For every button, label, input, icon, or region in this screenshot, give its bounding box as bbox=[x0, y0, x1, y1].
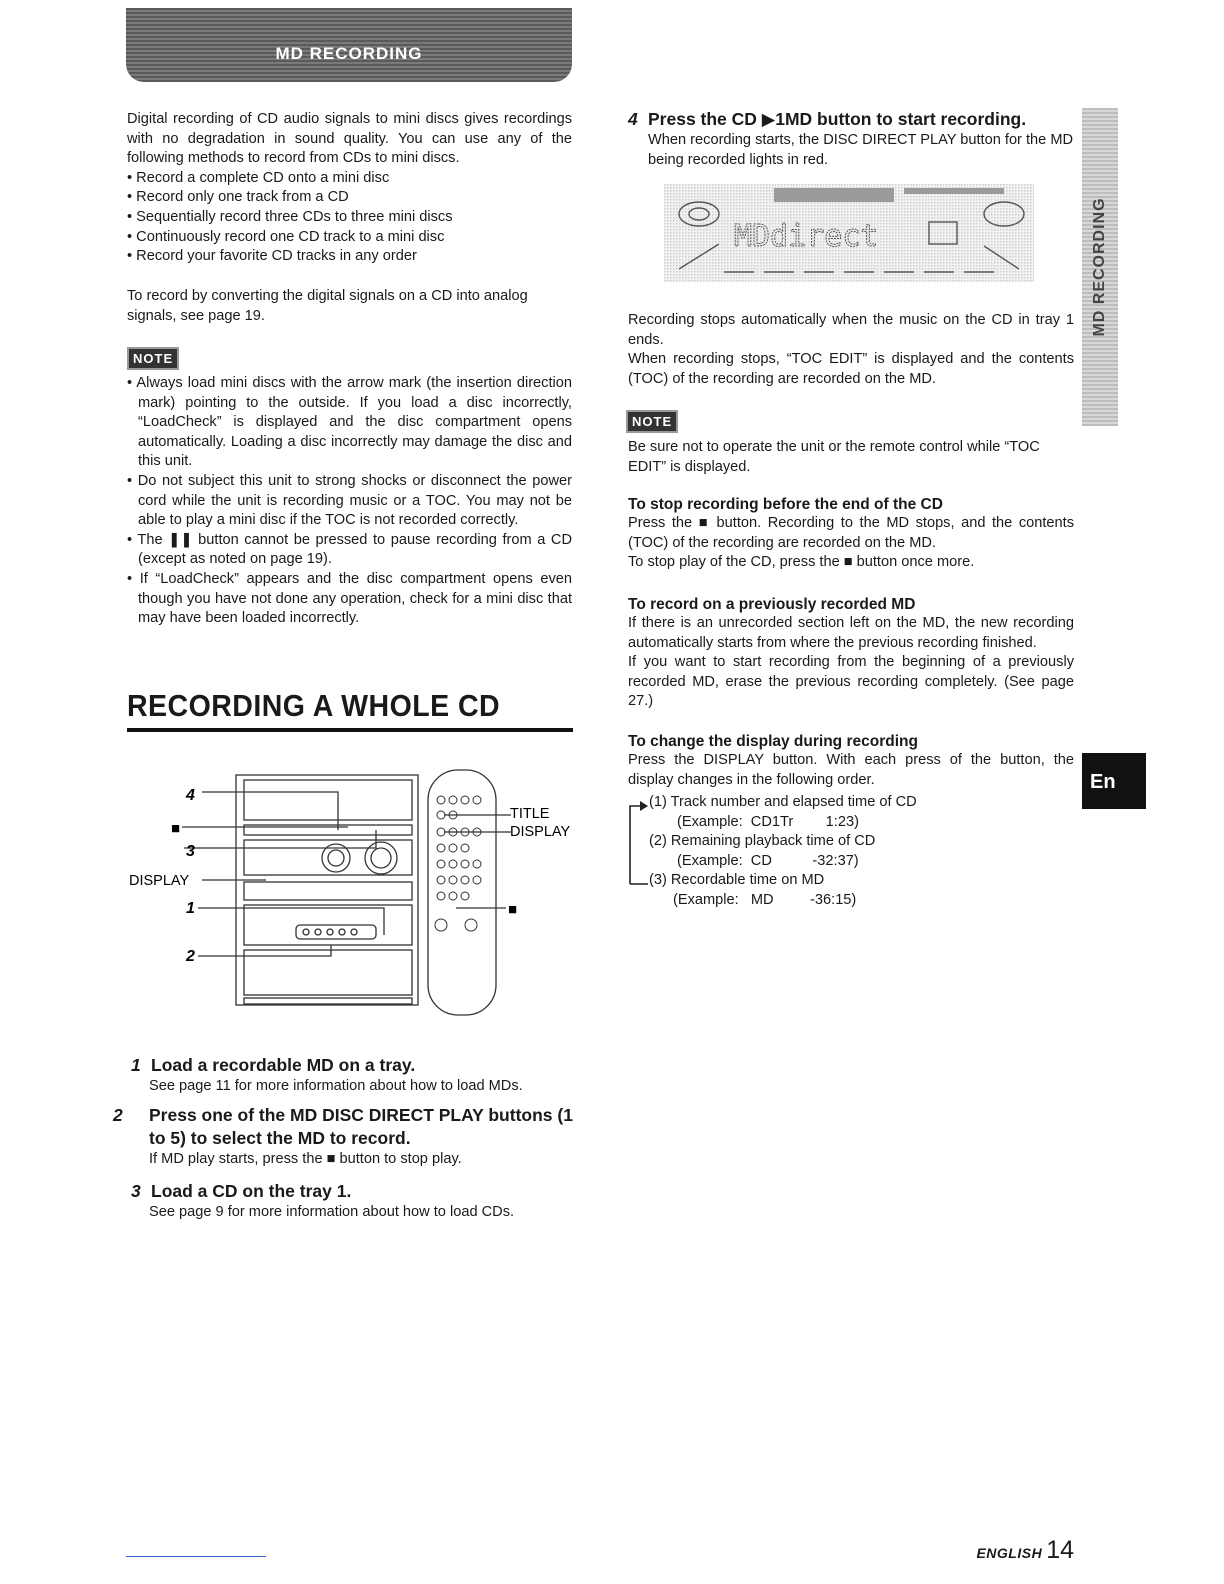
display-item-label: (3) Recordable time on MD bbox=[649, 872, 825, 889]
label-title: TITLE bbox=[510, 806, 550, 822]
step-title: Press the CD ▶1MD button to start recording. bbox=[648, 109, 1027, 129]
step-number: 3 bbox=[131, 1181, 141, 1201]
lcd-text: MDdirect bbox=[734, 219, 879, 254]
stereo-diagram bbox=[126, 760, 586, 1020]
section-title: RECORDING A WHOLE CD bbox=[127, 688, 501, 723]
display-item-example: (Example: MD -36:15) bbox=[673, 891, 857, 908]
display-item-example: (Example: CD1Tr 1:23) bbox=[677, 813, 859, 830]
step-text: See page 9 for more information about how to load CDs. bbox=[149, 1204, 515, 1220]
step-title: Load a recordable MD on a tray. bbox=[151, 1055, 416, 1075]
step-text: When recording starts, the DISC DIRECT PLAY button for the MD being recorded lights in red. bbox=[648, 132, 1074, 168]
stop-section-p2: To stop play of the CD, press the ■ button once more. bbox=[628, 554, 975, 571]
after-step-4-p1: Recording stops automatically when the music on the CD in tray 1 ends. bbox=[628, 312, 1074, 348]
label-display: DISPLAY bbox=[129, 873, 190, 889]
method-item: • Continuously record one CD track to a mini disc bbox=[127, 228, 445, 245]
note-item: • Always load mini discs with the arrow mark (the insertion direction mark) pointing to the outside. If you load a disc incorrectly, “LoadCheck” is displayed and the disc compartment opens automatically. Loading a disc incorrectly may damage the disc and this unit. bbox=[127, 375, 572, 470]
page-title: MD RECORDING bbox=[275, 44, 423, 63]
stop-section-title: To stop recording before the end of the CD bbox=[628, 496, 943, 513]
bottom-rule bbox=[126, 1556, 266, 1557]
step-2 bbox=[113, 1104, 581, 1170]
step-text: See page 11 for more information about how to load MDs. bbox=[149, 1078, 523, 1094]
display-section-title: To change the display during recording bbox=[628, 733, 918, 750]
step-number: 1 bbox=[131, 1055, 141, 1075]
footer-language: ENGLISH bbox=[976, 1545, 1043, 1561]
label-2: 2 bbox=[186, 948, 195, 965]
method-item: • Record only one track from a CD bbox=[127, 189, 349, 206]
step-title: Press one of the MD DISC DIRECT PLAY buttons (1 to 5) to select the MD to record. bbox=[149, 1105, 573, 1148]
note-right: Be sure not to operate the unit or the remote control while “TOC EDIT” is displayed. bbox=[628, 439, 1040, 475]
step-number: 4 bbox=[628, 109, 638, 129]
display-order-list bbox=[649, 793, 1069, 911]
intro-paragraph: Digital recording of CD audio signals to mini discs gives recordings with no degradation in sound quality. You can use any of the following methods to record from CDs to mini discs. bbox=[127, 111, 572, 167]
display-section bbox=[628, 733, 1074, 790]
note-item: • If “LoadCheck” appears and the disc compartment opens even though you have not done any operation, check for a mini disc that may have been loaded incorrectly. bbox=[127, 570, 572, 627]
previous-section bbox=[628, 596, 1074, 712]
after-step-4-p2: When recording stops, “TOC EDIT” is displayed and the contents (TOC) of the recording are recorded on the MD. bbox=[628, 351, 1074, 387]
section-rule bbox=[127, 728, 573, 732]
step-title: Load a CD on the tray 1. bbox=[151, 1181, 352, 1201]
note-badge-left: NOTE bbox=[127, 347, 179, 370]
previous-section-p2: If you want to start recording from the beginning of a previously recorded MD, erase the previous recording completely. (See page 27.) bbox=[628, 654, 1074, 710]
method-item: • Sequentially record three CDs to three mini discs bbox=[127, 208, 453, 225]
label-stop: ■ bbox=[171, 820, 181, 837]
intro-block bbox=[127, 110, 572, 267]
cycle-arrow bbox=[626, 796, 650, 888]
label-stop-remote: ■ bbox=[508, 901, 518, 918]
step-text: If MD play starts, press the ■ button to stop play. bbox=[149, 1151, 462, 1167]
note-item: • The ❚❚ button cannot be pressed to pause recording from a CD (except as noted on page 19). bbox=[127, 531, 572, 568]
display-item-example: (Example: CD -32:37) bbox=[677, 852, 859, 869]
analog-note: To record by converting the digital signals on a CD into analog signals, see page 19. bbox=[127, 288, 528, 324]
after-step-4 bbox=[628, 311, 1074, 389]
previous-section-title: To record on a previously recorded MD bbox=[628, 596, 916, 613]
page-number: 14 bbox=[1046, 1536, 1074, 1564]
label-4: 4 bbox=[186, 787, 195, 804]
note-item: • Do not subject this unit to strong shocks or disconnect the power cord while the unit is recording music or a TOC. You may not be able to play a mini disc if the TOC is not recorded correctly. bbox=[127, 472, 572, 529]
stop-section bbox=[628, 496, 1074, 573]
label-1: 1 bbox=[186, 900, 195, 917]
step-1 bbox=[131, 1054, 581, 1097]
label-3: 3 bbox=[186, 843, 195, 860]
method-item: • Record your favorite CD tracks in any order bbox=[127, 248, 417, 265]
previous-section-p1: If there is an unrecorded section left on the MD, the new recording automatically starts from where the previous recording finished. bbox=[628, 615, 1074, 651]
step-3 bbox=[131, 1180, 581, 1223]
label-display-remote: DISPLAY bbox=[510, 824, 571, 840]
step-4 bbox=[628, 108, 1078, 170]
method-item: • Record a complete CD onto a mini disc bbox=[127, 169, 390, 186]
display-item-label: (2) Remaining playback time of CD bbox=[649, 833, 876, 850]
step-number: 2 bbox=[113, 1105, 123, 1125]
side-tab-label: MD RECORDING bbox=[1091, 197, 1108, 337]
notes-left bbox=[127, 374, 572, 629]
page-footer bbox=[976, 1536, 1074, 1565]
note-badge-right: NOTE bbox=[626, 410, 678, 433]
language-tab: En bbox=[1082, 753, 1146, 809]
display-section-p1: Press the DISPLAY button. With each press of the button, the display changes in the following order. bbox=[628, 752, 1074, 788]
lcd-display bbox=[664, 184, 1034, 282]
stop-section-p1: Press the ■ button. Recording to the MD stops, and the contents (TOC) of the recording are recorded on the MD. bbox=[628, 515, 1074, 551]
display-item-label: (1) Track number and elapsed time of CD bbox=[649, 794, 917, 810]
